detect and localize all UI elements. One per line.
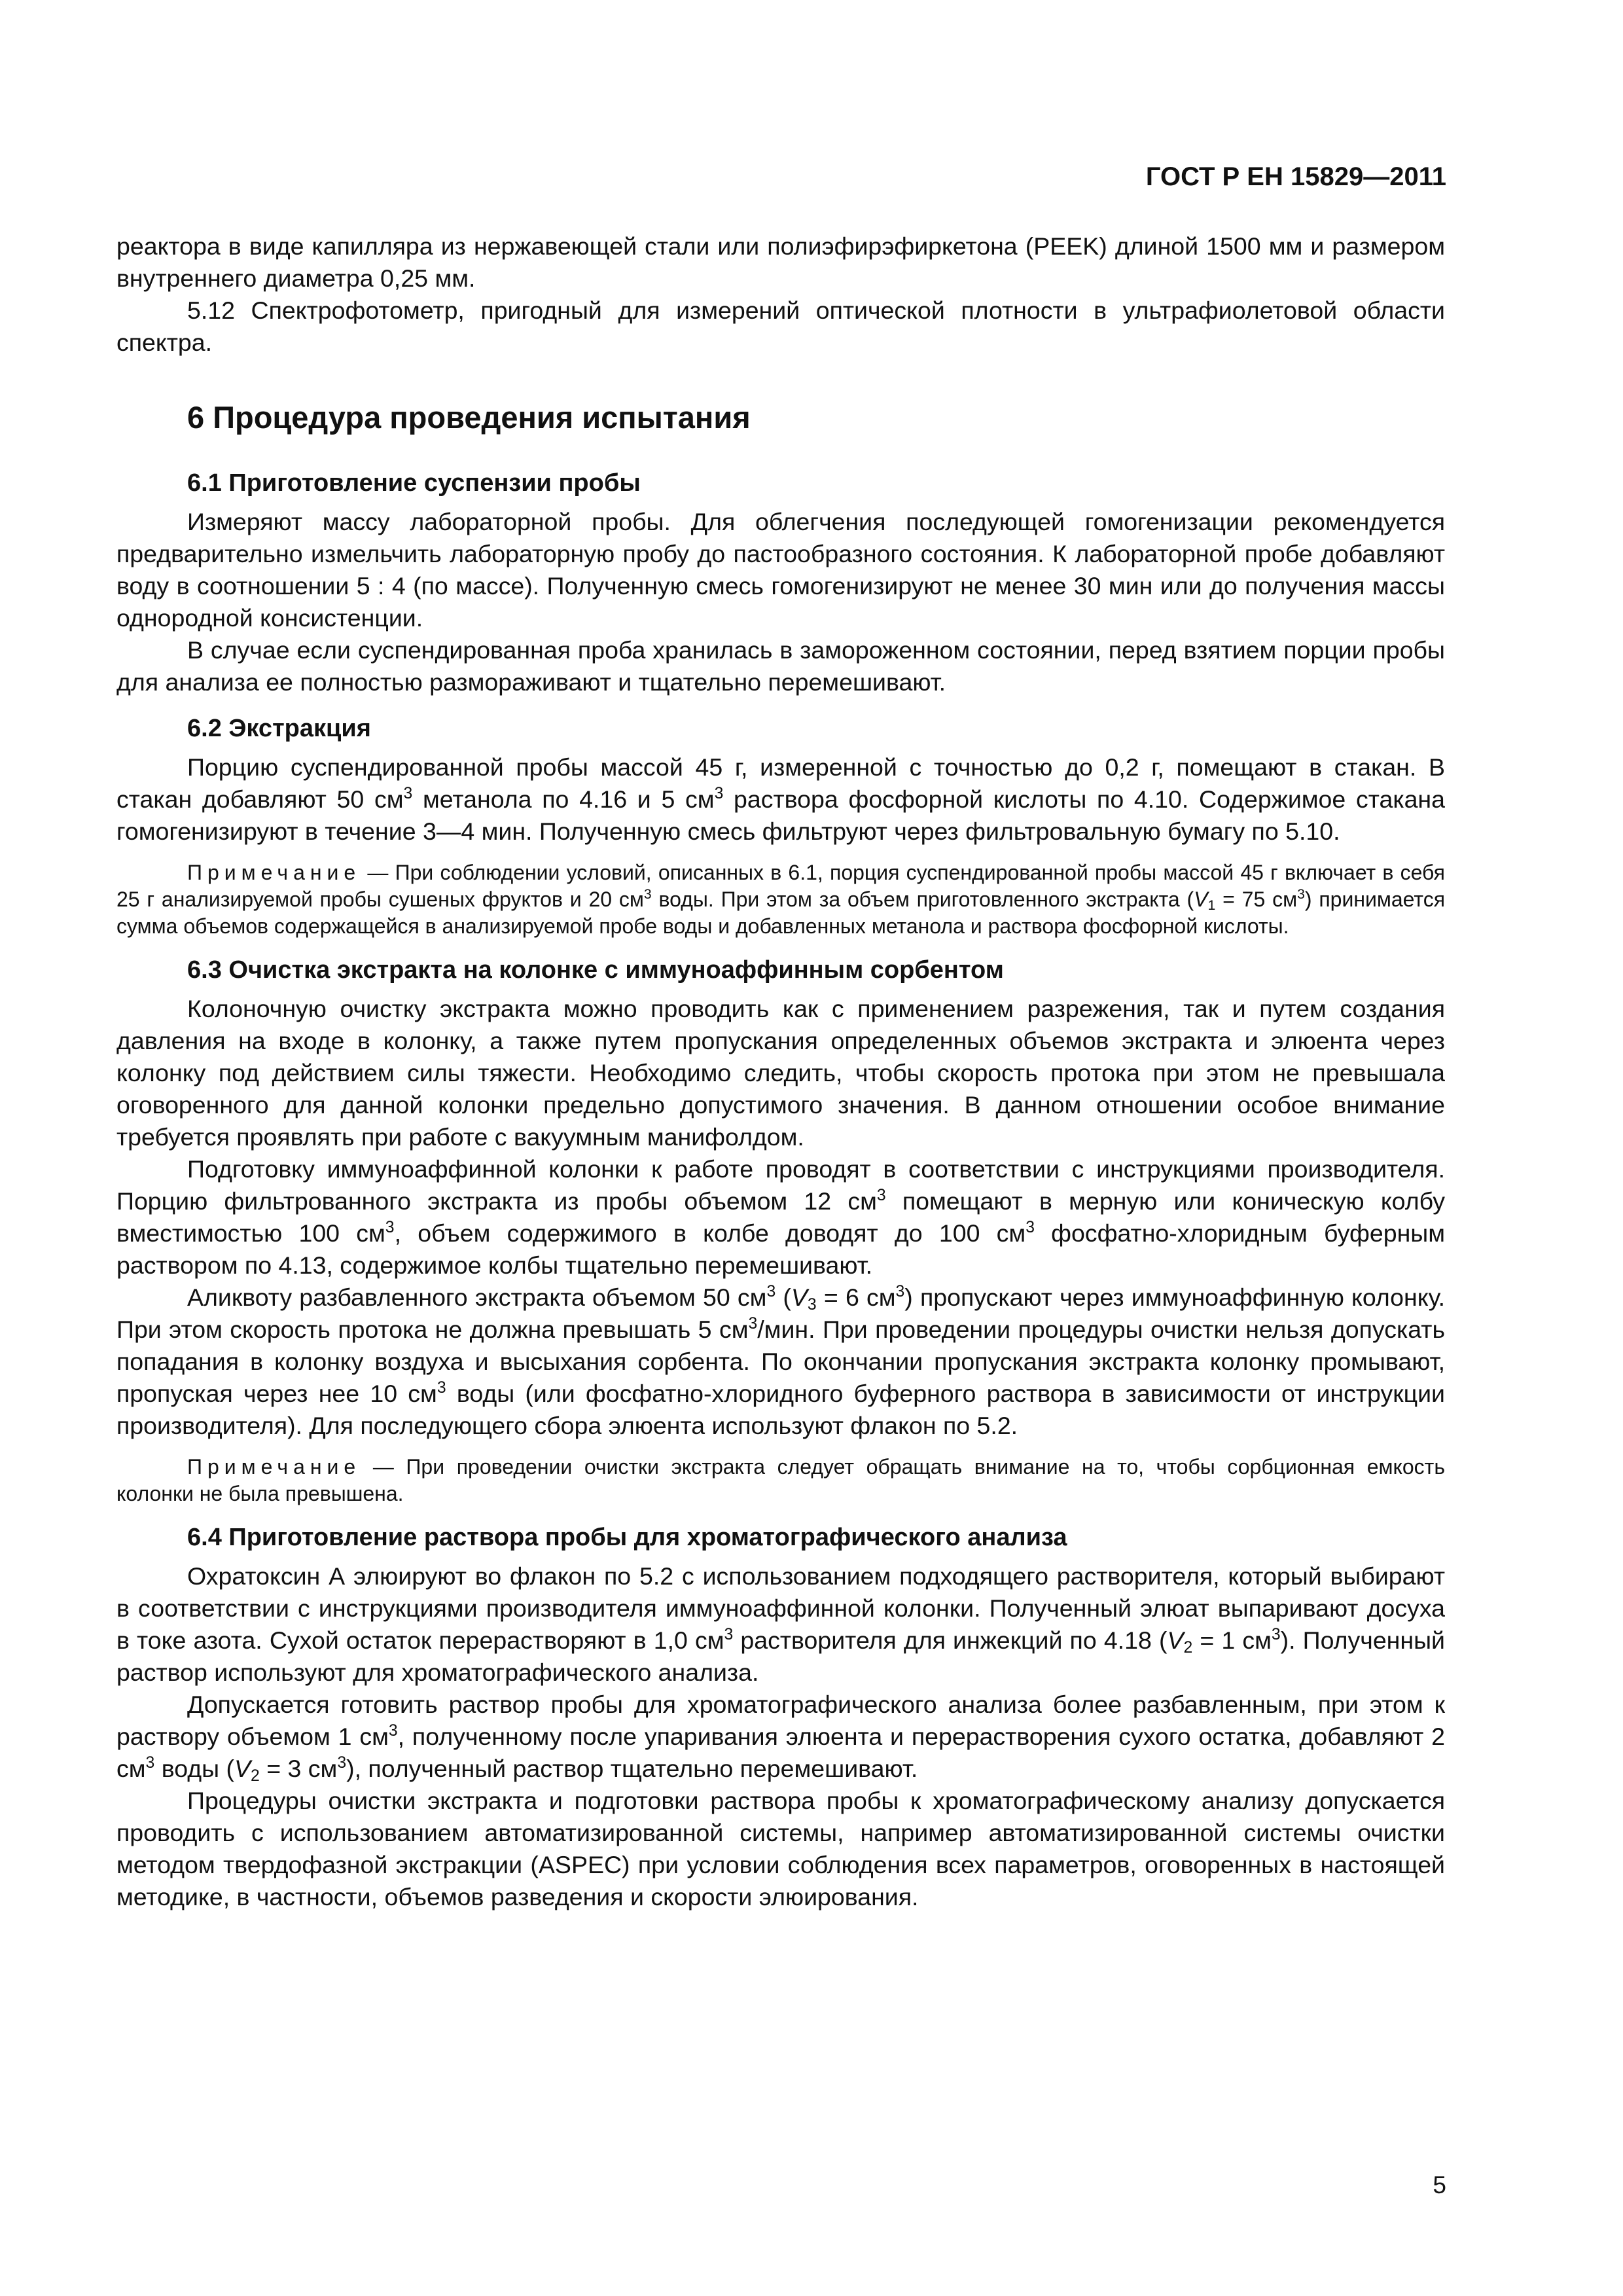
note-label: Примечание	[187, 861, 361, 884]
section-6-3-paragraph-3: Аликвоту разбавленного экстракта объемом 50 $см^3$ ($V_3 = 6$ $см^3$) пропускают через иммуноаффинную колонку. При этом скорость протока не должна превышать 5 $см^3$/мин. При проведении процедуры очистки нельзя допускать попадания в колонку воздуха и высыхания сорбента. По окончании пропускания экстракта колонку промывают, пропуская через нее 10 $см^3$ воды (или фосфатно-хлоридного буферного раствора в зависимости от инструкции производителя). Для последующего сбора элюента используют флакон по 5.2.	[116, 1283, 1445, 1439]
section-6-1-paragraph-2: В случае если суспендированная проба хранилась в замороженном состоянии, перед взятием порции пробы для анализа ее полностью размораживают и тщательно перемешивают.	[116, 636, 1445, 696]
page-number: 5	[1433, 2172, 1446, 2198]
intro-paragraph-2: 5.12 Спектрофотометр, пригодный для измерений оптической плотности в ультрафиолетовой области спектра.	[116, 296, 1445, 356]
section-6-4-paragraph-2: Допускается готовить раствор пробы для хроматографического анализа более разбавленным, при этом к раствору объемом 1 $см^3$, полученному после упаривания элюента и перерастворения сухого остатка, добавляют 2 $см^3$ воды ($V_2 = 3$ $см^3$), полученный раствор тщательно перемешивают.	[116, 1691, 1445, 1785]
section-6-4-paragraph-3: Процедуры очистки экстракта и подготовки раствора пробы к хроматографическому анализу допускается проводить с использованием автоматизированной системы, например автоматизированной системы очистки методом твердофазной экстракции (ASPEC) при условии соблюдения всех параметров, оговоренных в настоящей методике, в частности, объемов разведения и скорости элюирования.	[116, 1787, 1445, 1910]
section-6-2-paragraph-1: Порцию суспендированной пробы массой 45 г, измеренной с точностью до 0,2 г, помещают в стакан. В стакан добавляют 50 $см^3$ метанола по 4.16 и 5 $см^3$ раствора фосфорной кислоты по 4.10. Содержимое стакана гомогенизируют в течение 3—4 мин. Полученную смесь фильтруют через фильтровальную бумагу по 5.10.	[116, 753, 1445, 845]
note-label: Примечание	[187, 1455, 361, 1479]
section-6-3-heading: 6.3 Очистка экстракта на колонке с иммуноаффинным сорбентом	[187, 956, 1004, 984]
section-6-3-paragraph-1: Колоночную очистку экстракта можно проводить как с применением разрежения, так и путем создания давления на входе в колонку, а также путем пропускания определенных объемов экстракта и элюента через колонку под действием силы тяжести. Необходимо следить, чтобы скорость протока при этом не превышала оговоренного для данной колонки предельно допустимого значения. В данном отношении особое внимание требуется проявлять при работе с вакуумным манифолдом.	[116, 995, 1445, 1151]
page-content	[116, 230, 1445, 1913]
intro-paragraph-1: реактора в виде капилляра из нержавеющей стали или полиэфирэфиркетона (PEEK) длиной 1500 мм и размером внутреннего диаметра 0,25 мм.	[116, 232, 1445, 292]
standard-number: ГОСТ Р ЕН 15829—2011	[1145, 162, 1446, 191]
section-6-1-paragraph-1: Измеряют массу лабораторной пробы. Для облегчения последующей гомогенизации рекомендуется предварительно измельчить лабораторную пробу до пастообразного состояния. К лабораторной пробе добавляют воду в соотношении 5 : 4 (по массе). Полученную смесь гомогенизируют не менее 30 мин или до получения массы однородной консистенции.	[116, 508, 1445, 632]
section-6-1-heading: 6.1 Приготовление суспензии пробы	[187, 469, 641, 497]
section-6-2-note: Примечание — При соблюдении условий, описанных в 6.1, порция суспендированной пробы массой 45 г включает в себя 25 г анализируемой пробы сушеных фруктов и 20 $см^3$ воды. При этом за объем приготовленного экстракта ($V_1 = 75$ $см^3$) принимается сумма объемов содержащейся в анализируемой пробе воды и добавленных метанола и раствора фосфорной кислоты.	[116, 861, 1446, 938]
section-6-4-paragraph-1: Охратоксин А элюируют во флакон по 5.2 с использованием подходящего растворителя, который выбирают в соответствии с инструкциями производителя иммуноаффинной колонки. Полученный элюат выпаривают досуха в токе азота. Сухой остаток перерастворяют в 1,0 $см^3$ растворителя для инжекций по 4.18 ($V_2 = 1$ $см^3$). Полученный раствор используют для хроматографического анализа.	[116, 1562, 1445, 1686]
section-6-4-heading: 6.4 Приготовление раствора пробы для хроматографического анализа	[187, 1524, 1067, 1551]
section-6-heading: 6 Процедура проведения испытания	[187, 400, 751, 435]
section-6-2-heading: 6.2 Экстракция	[187, 715, 371, 742]
section-6-3-paragraph-2: Подготовку иммуноаффинной колонки к работе проводят в соответствии с инструкциями производителя. Порцию фильтрованного экстракта из пробы объемом 12 $см^3$ помещают в мерную или коническую колбу вместимостью 100 $см^3$, объем содержимого в колбе доводят до 100 $см^3$ фосфатно-хлоридным буферным раствором по 4.13, содержимое колбы тщательно перемешивают.	[116, 1155, 1446, 1279]
section-6-3-note: Примечание — При проведении очистки экстракта следует обращать внимание на то, чтобы сорбционная емкость колонки не была превышена.	[116, 1455, 1445, 1505]
